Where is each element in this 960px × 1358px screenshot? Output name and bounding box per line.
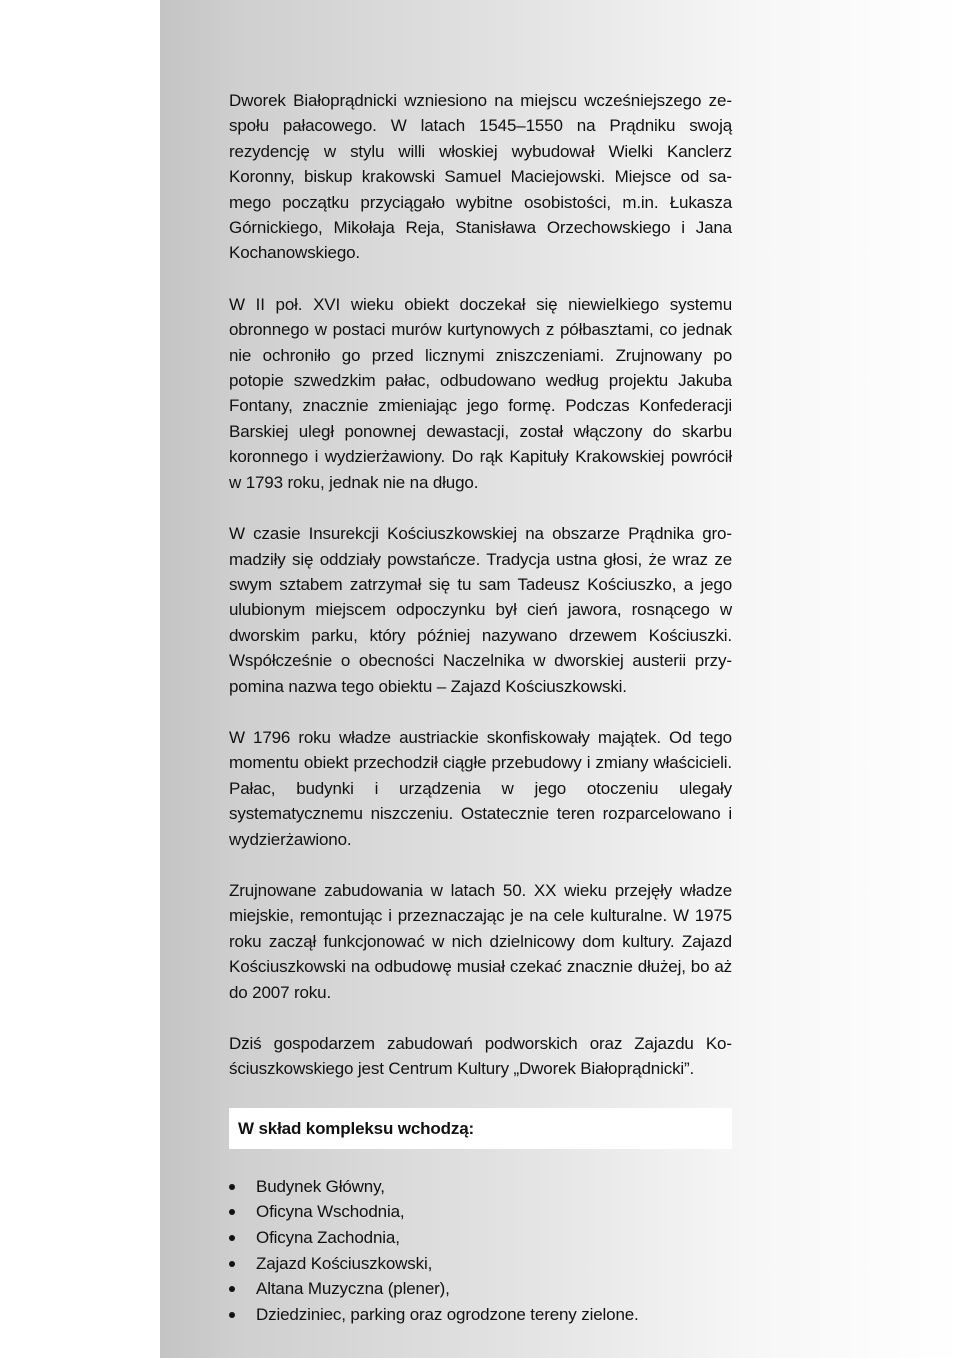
paragraph-history-origins: Dworek Białoprądnicki wzniesiono na miejscu wcześniejszego zespołu pałacowego. W latach 1545–1550 na Prądniku swoją rezydencję w stylu willi włoskiej wybudował Wielki Kanclerz Koronny, biskup krakowski Samuel Maciejowski. Miejsce od samego początku przyciągało wybitne osobistości, m.in. Łukasza Górnickiego, Mikołaja Reja, Stanisława Orzechowskiego i Jana Kochanowskiego. [229,91,732,263]
document-body [229,88,732,1327]
list-item-label: Zajazd Kościuszkowski, [256,1253,433,1273]
list-item-label: Oficyna Zachodnia, [256,1228,400,1247]
bullet-icon [229,1209,235,1215]
paragraph-20th-century: Zrujnowane zabudowania w latach 50. XX wieku przejęły władze miejskie, remontując i przeznaczając je na cele kulturalne. W 1975 roku zaczął funkcjonować w nich dzielnicowy dom kultury. Zajazd Kościuszkowski na odbudowę musiał czekać znacznie dłużej, bo aż do 2007 roku. [229,880,732,1002]
paragraph-today: Dziś gospodarzem zabudowań podworskich oraz Zajazdu Kościuszkowskiego jest Centrum Kultury „Dworek Białoprądnicki”. [229,1034,732,1079]
list-item [229,1251,732,1277]
list-item [229,1225,732,1251]
bullet-icon [229,1312,235,1318]
list-item [229,1174,732,1200]
complex-heading: W skład kompleksu wchodzą: [238,1118,475,1138]
list-item [229,1199,732,1225]
list-item-label: Budynek Główny, [256,1176,385,1196]
bullet-icon [229,1184,235,1190]
complex-heading-bar [229,1108,732,1149]
list-item-label: Dziedziniec, parking oraz ogrodzone tereny zielone. [256,1304,639,1324]
list-item-label: Oficyna Wschodnia, [256,1202,405,1222]
complex-list [229,1174,732,1328]
bullet-icon [229,1261,235,1267]
bullet-icon [229,1235,235,1241]
paragraph-insurrection: W czasie Insurekcji Kościuszkowskiej na obszarze Prądnika gromadziły się oddziały powstańcze. Tradycja ustna głosi, że wraz ze swym sztabem zatrzymał się tu sam Tadeusz Kościuszko, a jego ulubionym miejscem odpoczynku był cień jawora, rosnącego w dworskim parku, który później nazywano drzewem Kościuszki. Współcześnie o obecności Naczelnika w dworskiej austerii przypomina nazwa tego obiektu – Zajazd Kościuszkowski. [229,524,732,696]
paragraph-confiscation: W 1796 roku władze austriackie skonfiskowały majątek. Od tego momentu obiekt przechodził ciągłe przebudowy i zmiany właścicieli. Pałac, budynki i urządzenia w jego otoczeniu ulegały systematycznemu niszczeniu. Ostatecznie teren rozparcelowano i wydzierżawiono. [229,727,732,849]
list-item [229,1302,732,1328]
list-item-label: Altana Muzyczna (plener), [256,1279,450,1299]
bullet-icon [229,1286,235,1292]
list-item [229,1276,732,1302]
paragraph-16th-century: W II poł. XVI wieku obiekt doczekał się niewielkiego systemu obronnego w postaci murów kurtynowych z półbasztami, co jednak nie ochroniło go przed licznymi zniszczeniami. Zrujnowany po potopie szwedzkim pałac, odbudowano według projektu Jakuba Fontany, znacznie zmieniając jego formę. Podczas Konfederacji Barskiej uległ ponownej dewastacji, został włączony do skarbu koronnego i wydzierżawiony. Do rąk Kapituły Krakowskiej powrócił w 1793 roku, jednak nie na długo. [229,294,732,492]
